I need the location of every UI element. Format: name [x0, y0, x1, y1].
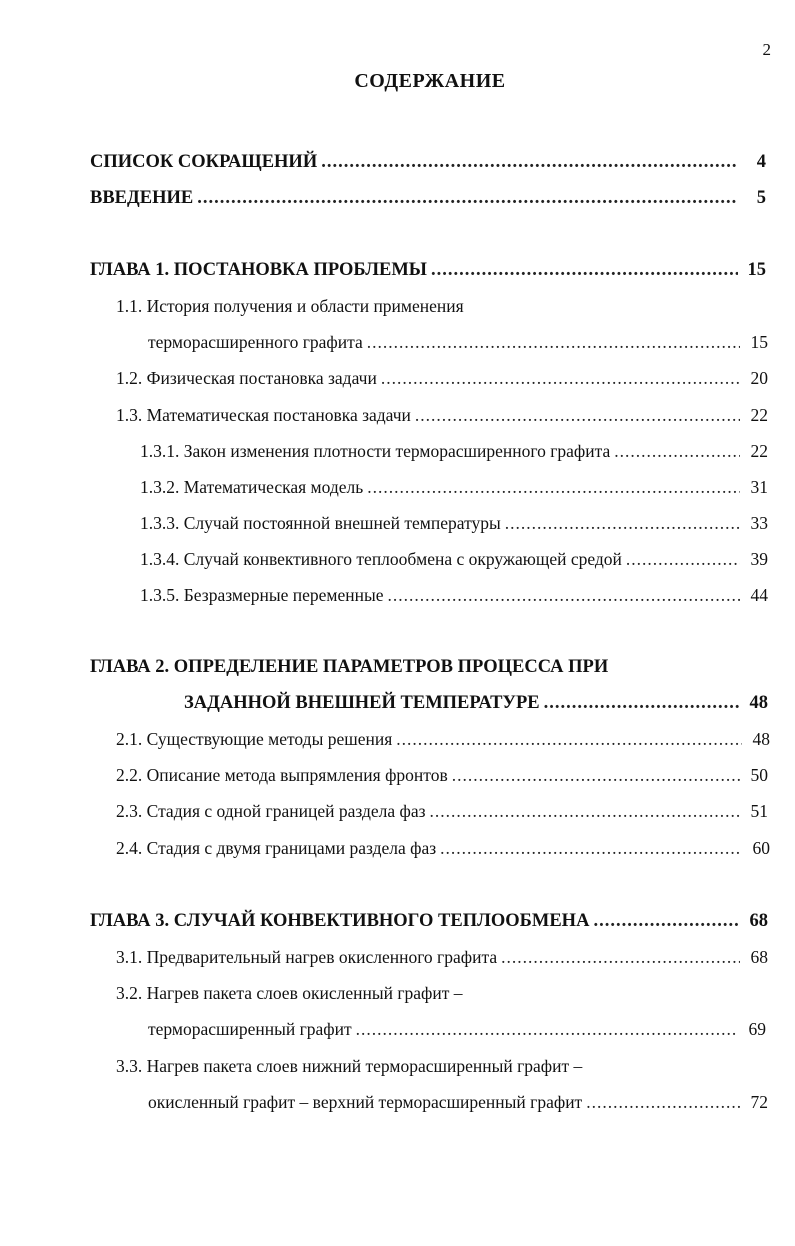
- toc-entry-number: 1.3.: [116, 405, 143, 425]
- toc-entry-text: СЛУЧАЙ КОНВЕКТИВНОГО ТЕПЛООБМЕНА: [173, 911, 590, 931]
- toc-entry-text: Случай постоянной внешней температуры: [183, 513, 501, 533]
- leader-dots: [430, 799, 740, 823]
- leader-dots: [396, 727, 742, 751]
- toc-entry-text: Нагрев пакета слоев окисленный графит –: [146, 983, 463, 1003]
- toc-entry-1-3-1[interactable]: [140, 439, 768, 463]
- leader-dots: [381, 366, 740, 390]
- toc-entry-text-continued: терморасширенный графит: [148, 1019, 352, 1039]
- toc-entry-number: 1.3.2.: [140, 477, 180, 497]
- toc-entry-number: 1.1.: [116, 296, 143, 316]
- leader-dots: [415, 403, 740, 427]
- toc-entry-text-continued: ЗАДАННОЙ ВНЕШНЕЙ ТЕМПЕРАТУРЕ: [184, 693, 540, 713]
- toc-page: 44: [750, 585, 768, 605]
- page-number: 2: [762, 40, 771, 59]
- toc-entry-text: Закон изменения плотности терморасширенного графита: [183, 441, 611, 461]
- leader-dots: [501, 945, 740, 969]
- toc-entry-1-3[interactable]: [116, 403, 768, 427]
- toc-page: 72: [750, 1092, 768, 1112]
- toc-page: 48: [749, 693, 768, 713]
- toc-entry-number: 1.3.4.: [140, 549, 180, 569]
- toc-entry-number: 1.3.3.: [140, 513, 180, 533]
- leader-dots: [626, 547, 740, 571]
- toc-entry-number: 3.1.: [116, 947, 143, 967]
- toc-entry-text: Математическая модель: [183, 477, 364, 497]
- toc-page: 48: [752, 729, 770, 749]
- leader-dots: [586, 1090, 740, 1114]
- toc-entry-2-3[interactable]: [116, 799, 768, 823]
- toc-entry-3-3-line1[interactable]: [116, 1054, 582, 1078]
- leader-dots: [367, 330, 740, 354]
- toc-entry-text: Стадия с одной границей раздела фаз: [146, 801, 426, 821]
- toc-entry-text: ПОСТАНОВКА ПРОБЛЕМЫ: [173, 260, 427, 280]
- toc-page: 15: [747, 260, 766, 280]
- toc-entry-3-2-line2[interactable]: [148, 1017, 766, 1041]
- toc-entry-text: ВВЕДЕНИЕ: [90, 188, 194, 208]
- toc-entry-chapter-3[interactable]: [90, 909, 768, 933]
- toc-page: 60: [752, 838, 770, 858]
- leader-dots: [367, 475, 740, 499]
- toc-entry-1-3-4[interactable]: [140, 547, 768, 571]
- toc-page: 15: [750, 332, 768, 352]
- toc-entry-text: ОПРЕДЕЛЕНИЕ ПАРАМЕТРОВ ПРОЦЕССА ПРИ: [173, 657, 609, 677]
- toc-entry-1-2[interactable]: [116, 366, 768, 390]
- leader-dots: [356, 1017, 738, 1041]
- toc-page: 22: [750, 405, 768, 425]
- toc-entry-3-2-line1[interactable]: [116, 981, 463, 1005]
- toc-entry-2-2[interactable]: [116, 763, 768, 787]
- toc-page: 20: [750, 368, 768, 388]
- toc-page: 51: [750, 801, 768, 821]
- leader-dots: [321, 150, 738, 174]
- toc-page: 33: [750, 513, 768, 533]
- toc-entry-abbreviations[interactable]: [90, 150, 766, 174]
- toc-entry-text: Стадия с двумя границами раздела фаз: [146, 838, 437, 858]
- toc-entry-1-3-3[interactable]: [140, 511, 768, 535]
- toc-entry-number: ГЛАВА 2.: [90, 657, 170, 677]
- toc-entry-chapter-2-line1[interactable]: [90, 655, 608, 679]
- toc-entry-text: СПИСОК СОКРАЩЕНИЙ: [90, 152, 318, 172]
- toc-entry-text: Физическая постановка задачи: [146, 368, 377, 388]
- toc-entry-number: ГЛАВА 1.: [90, 260, 170, 280]
- toc-page: 4: [756, 152, 766, 172]
- toc-entry-3-3-line2[interactable]: [148, 1090, 768, 1114]
- toc-entry-text: Существующие методы решения: [146, 729, 393, 749]
- toc-entry-2-1[interactable]: [116, 727, 770, 751]
- toc-entry-introduction[interactable]: [90, 186, 766, 210]
- leader-dots: [544, 691, 740, 715]
- leader-dots: [614, 439, 740, 463]
- toc-title: СОДЕРЖАНИЕ: [354, 70, 506, 92]
- leader-dots: [431, 258, 738, 282]
- toc-entry-1-1-line1[interactable]: [116, 294, 464, 318]
- toc-entry-number: ГЛАВА 3.: [90, 911, 170, 931]
- toc-entry-text-continued: окисленный графит – верхний терморасширенный графит: [148, 1092, 583, 1112]
- leader-dots: [440, 836, 742, 860]
- toc-entry-1-1-line2[interactable]: [148, 330, 768, 354]
- leader-dots: [197, 186, 738, 210]
- toc-entry-text: Нагрев пакета слоев нижний терморасширенный графит –: [146, 1056, 583, 1076]
- toc-entry-number: 1.3.5.: [140, 585, 180, 605]
- toc-entry-number: 2.3.: [116, 801, 143, 821]
- toc-entry-chapter-2-line2[interactable]: [184, 691, 768, 715]
- toc-page: 68: [749, 911, 768, 931]
- toc-entry-number: 3.3.: [116, 1056, 143, 1076]
- toc-entry-1-3-2[interactable]: [140, 475, 768, 499]
- toc-entry-number: 1.2.: [116, 368, 143, 388]
- leader-dots: [593, 909, 740, 933]
- toc-entry-number: 3.2.: [116, 983, 143, 1003]
- toc-page: 5: [756, 188, 766, 208]
- toc-page: 68: [750, 947, 768, 967]
- toc-entry-number: 2.1.: [116, 729, 143, 749]
- leader-dots: [505, 511, 740, 535]
- toc-entry-chapter-1[interactable]: [90, 258, 766, 282]
- leader-dots: [387, 583, 740, 607]
- toc-entry-number: 1.3.1.: [140, 441, 180, 461]
- toc-page: 50: [750, 765, 768, 785]
- toc-entry-text: Описание метода выпрямления фронтов: [146, 765, 448, 785]
- leader-dots: [452, 763, 740, 787]
- toc-page: 39: [750, 549, 768, 569]
- toc-entry-text: Математическая постановка задачи: [146, 405, 411, 425]
- toc-entry-number: 2.2.: [116, 765, 143, 785]
- toc-entry-text: Предварительный нагрев окисленного графита: [146, 947, 498, 967]
- toc-entry-text: Случай конвективного теплообмена с окружающей средой: [183, 549, 622, 569]
- toc-page: 22: [750, 441, 768, 461]
- toc-entry-text-continued: терморасширенного графита: [148, 332, 363, 352]
- toc-entry-text: История получения и области применения: [146, 296, 464, 316]
- toc-entry-text: Безразмерные переменные: [183, 585, 384, 605]
- toc-entry-1-3-5[interactable]: [140, 583, 768, 607]
- toc-entry-2-4[interactable]: [116, 836, 770, 860]
- toc-page: 31: [750, 477, 768, 497]
- toc-entry-3-1[interactable]: [116, 945, 768, 969]
- toc-entry-number: 2.4.: [116, 838, 143, 858]
- toc-page: 69: [748, 1019, 766, 1039]
